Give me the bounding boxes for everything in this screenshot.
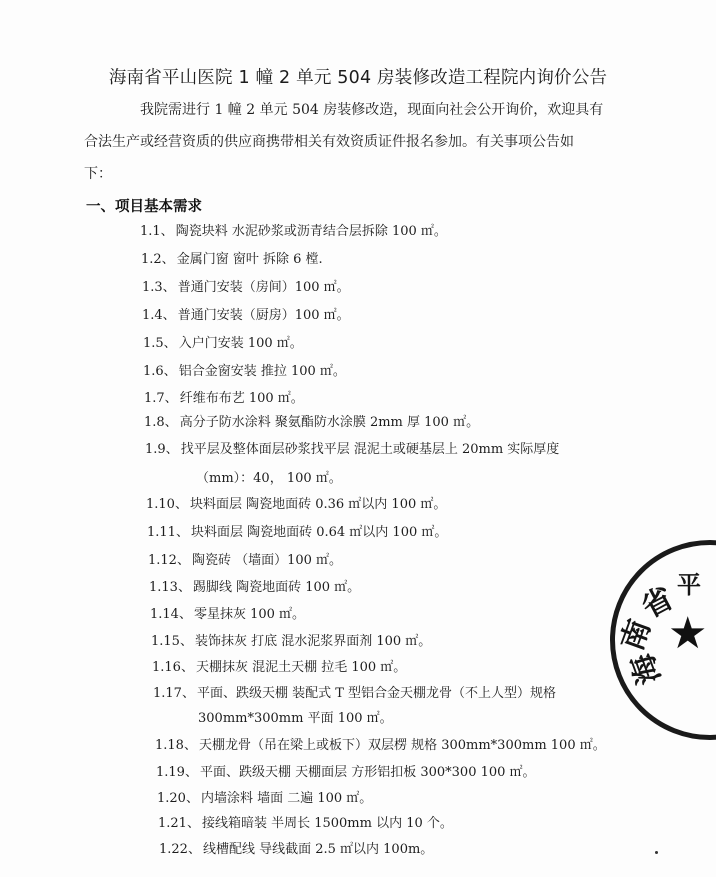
- intro-line-2: 合法生产或经营资质的供应商携带相关有效资质证件报名参加。有关事项公告如: [84, 134, 574, 150]
- document-title: 海南省平山医院 1 幢 2 单元 504 房装修改造工程院内询价公告: [108, 68, 608, 88]
- list-item: [148, 549, 342, 568]
- list-item: [151, 630, 431, 649]
- item-number: 1.2、: [141, 252, 175, 267]
- item-number: 1.3、: [142, 280, 176, 295]
- item-continuation: （mm）：40， 100 ㎡。: [196, 471, 342, 486]
- item-number: 1.21、: [158, 816, 200, 831]
- item-number: 1.10、: [146, 497, 188, 512]
- list-item: [143, 332, 303, 351]
- item-text: 高分子防水涂料 聚氨酯防水涂膜 2mm 厚 100 ㎡。: [179, 415, 480, 430]
- list-item: [158, 812, 453, 831]
- item-text: 天棚抹灰 混泥土天棚 拉毛 100 ㎡。: [195, 660, 407, 675]
- item-number: 1.13、: [149, 580, 191, 595]
- item-text: 天棚龙骨（吊在梁上或板下）双层楞 规格 300mm*300mm 100 ㎡。: [198, 738, 606, 753]
- item-text: 陶瓷砖 （墙面）100 ㎡。: [191, 553, 343, 568]
- list-item: [144, 411, 479, 430]
- item-number: 1.20、: [157, 791, 199, 806]
- item-text: 入户门安装 100 ㎡。: [178, 336, 303, 351]
- list-item: [153, 682, 556, 701]
- item-number: 1.14、: [150, 607, 192, 622]
- item-text: 块料面层 陶瓷地面砖 0.64 ㎡以内 100 ㎡。: [190, 525, 448, 540]
- item-text: 线槽配线 导线截面 2.5 ㎡以内 100m。: [202, 842, 434, 857]
- item-text: 零星抹灰 100 ㎡。: [193, 607, 306, 622]
- item-text: 内墙涂料 墙面 二遍 100 ㎡。: [200, 791, 373, 806]
- seal-star-icon: ★: [668, 608, 708, 659]
- list-item: [152, 656, 406, 675]
- seal-character: 南: [614, 615, 658, 656]
- list-item: [141, 248, 323, 267]
- item-number: 1.1、: [140, 224, 174, 239]
- item-number: 1.18、: [155, 738, 197, 753]
- item-text: 装饰抹灰 打底 混水泥浆界面剂 100 ㎡。: [194, 634, 432, 649]
- seal-character: 省: [636, 580, 680, 626]
- seal-character: 平: [677, 571, 701, 599]
- item-text: 接线箱暗装 半周长 1500mm 以内 10 个。: [201, 816, 453, 831]
- item-text: 踢脚线 陶瓷地面砖 100 ㎡。: [192, 580, 361, 595]
- list-item: [142, 304, 350, 323]
- item-number: 1.22、: [159, 842, 201, 857]
- item-number: 1.8、: [144, 415, 178, 430]
- list-item: [157, 787, 372, 806]
- item-text: 金属门窗 窗叶 拆除 6 樘.: [176, 252, 323, 267]
- list-item: [159, 838, 433, 857]
- item-text: 铝合金窗安装 推拉 100 ㎡。: [178, 364, 346, 379]
- item-number: 1.6、: [143, 364, 177, 379]
- list-item: [156, 761, 536, 780]
- item-text: 纤维布布艺 100 ㎡。: [179, 391, 304, 406]
- item-number: 1.9、: [145, 442, 179, 457]
- list-item: [150, 603, 305, 622]
- item-number: 1.4、: [142, 308, 176, 323]
- item-continuation: 300mm*300mm 平面 100 ㎡。: [198, 711, 393, 726]
- list-item: [155, 734, 606, 753]
- list-item: [145, 438, 559, 457]
- list-item: [143, 360, 346, 379]
- item-number: 1.5、: [143, 336, 177, 351]
- item-text: 平面、跌级天棚 装配式 T 型铝合金天棚龙骨（不上人型）规格: [196, 686, 557, 701]
- item-number: 1.15、: [151, 634, 193, 649]
- list-item: [146, 493, 446, 512]
- item-text: 找平层及整体面层砂浆找平层 混泥土或硬基层上 20mm 实际厚度: [180, 442, 560, 457]
- item-number: 1.12、: [148, 553, 190, 568]
- list-item: [149, 576, 360, 595]
- item-number: 1.7、: [144, 391, 178, 406]
- list-item: [142, 276, 350, 295]
- section-heading: 一、项目基本需求: [86, 199, 202, 215]
- item-text: 普通门安装（房间）100 ㎡。: [177, 280, 350, 295]
- item-number: 1.16、: [152, 660, 194, 675]
- item-number: 1.19、: [156, 765, 198, 780]
- item-number: 1.17、: [153, 686, 195, 701]
- list-item: [147, 521, 447, 540]
- item-text: 陶瓷块料 水泥砂浆或沥青结合层拆除 100 ㎡。: [175, 224, 447, 239]
- item-text: 普通门安装（厨房）100 ㎡。: [177, 308, 350, 323]
- intro-line-3: 下：: [84, 166, 112, 182]
- intro-line-1: 我院需进行 1 幢 2 单元 504 房装修改造，现面向社会公开询价，欢迎具有: [140, 102, 604, 118]
- list-item: [140, 220, 447, 239]
- list-item: [144, 387, 304, 406]
- item-text: 块料面层 陶瓷地面砖 0.36 ㎡以内 100 ㎡。: [189, 497, 447, 512]
- scan-speck: [655, 851, 658, 854]
- item-number: 1.11、: [147, 525, 189, 540]
- item-text: 平面、跌级天棚 天棚面层 方形铝扣板 300*300 100 ㎡。: [199, 765, 536, 780]
- seal-character: 海: [624, 648, 668, 689]
